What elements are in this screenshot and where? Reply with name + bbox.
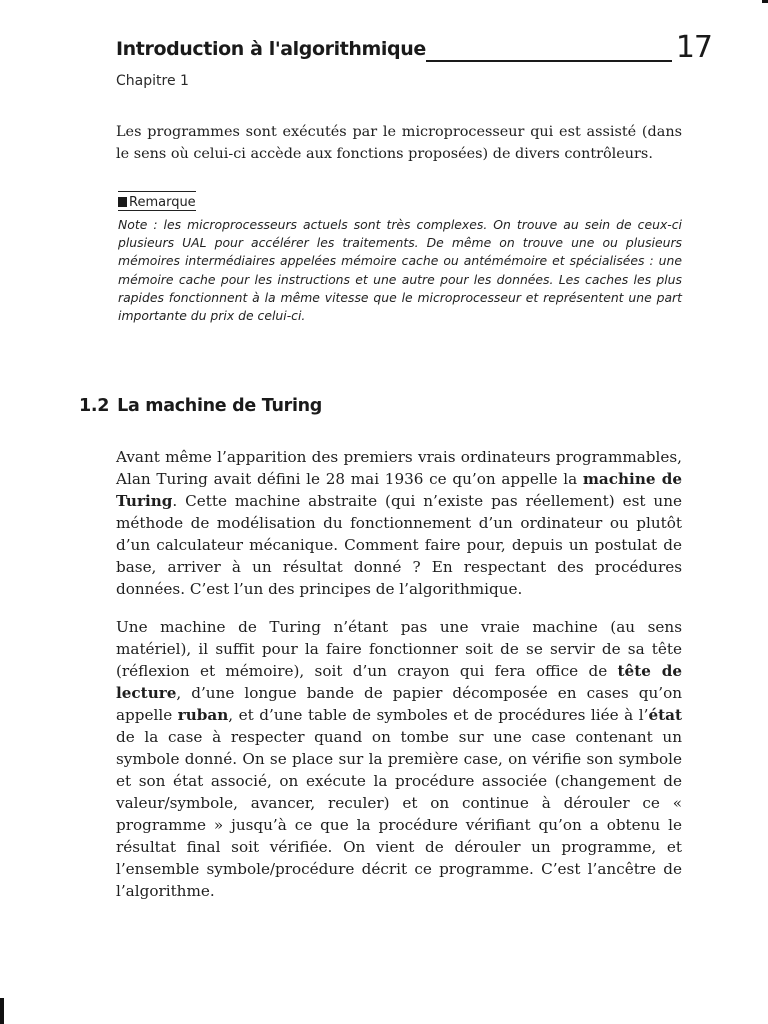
term-machine-de-turing: machine de Turing: [116, 470, 682, 510]
scan-mark: [0, 998, 4, 1024]
scan-mark: [762, 0, 768, 3]
section-heading: [79, 396, 322, 416]
paragraph-segment: Une machine de Turing n’étant pas une vraie machine (au sens matériel), il suffit pour la faire fonctionner soit de se servir de sa tête (réflexion et mémoire), soit d’un crayon qui fera office de: [116, 618, 682, 680]
paragraph-segment: Avant même l’apparition des premiers vrais ordinateurs programmables, Alan Turing avait défini le 28 mai 1936 ce qu’on appelle la: [116, 448, 682, 488]
paragraph-segment: , d’une longue bande de papier décomposée en cases qu’on appelle: [116, 684, 682, 724]
intro-paragraph: Les programmes sont exécutés par le microprocesseur qui est assisté (dans le sens où celui-ci accède aux fonctions proposées) de divers contrôleurs.: [116, 124, 682, 162]
paragraph-turing-operation: [116, 616, 682, 902]
section-number: 1.2: [79, 396, 110, 416]
term-etat: état: [648, 706, 682, 724]
paragraph-segment: . Cette machine abstraite (qui n’existe pas réellement) est une méthode de modélisation du fonctionnement d’un ordinateur ou plutôt d’un calculateur mécanique. Comment faire pour, depuis un postulat de base, arriver à un résultat donné ? En respectant des procédures données. C’est l’un des principes de l’algorithmique.: [116, 492, 682, 598]
book-title: Introduction à l'algorithmique: [116, 38, 426, 60]
page-number: 17: [675, 30, 712, 65]
paragraph-segment: de la case à respecter quand on tombe sur une case contenant un symbole donné. On se place sur la première case, on vérifie son symbole et son état associé, on exécute la procédure associée (changement de valeur/symbole, avancer, reculer) et on continue à dérouler ce « programme » jusqu’à ce que la procédure vérifiant qu’on a obtenu le résultat final soit vérifiée. On vient de dérouler un programme, et l’ensemble symbole/procédure décrit ce programme. C’est l’ancêtre de l’algorithme.: [116, 728, 682, 900]
paragraph-segment: , et d’une table de symboles et de procédures liée à l’: [228, 706, 649, 724]
note-square-icon: [118, 197, 127, 207]
term-tete-de-lecture: tête de lecture: [116, 662, 682, 702]
paragraph-turing-intro: [116, 446, 682, 600]
term-ruban: ruban: [177, 706, 229, 724]
note-block: [116, 191, 682, 325]
chapter-label: Chapitre 1: [116, 73, 189, 89]
running-header: [116, 30, 712, 70]
section-title: La machine de Turing: [117, 396, 323, 416]
note-tag: [118, 191, 196, 211]
note-label: Remarque: [129, 195, 196, 210]
note-text: Note : les microprocesseurs actuels sont très complexes. On trouve au sein de ceux-ci plusieurs UAL pour accélérer les traitements. De même on trouve une ou plusieurs mémoires intermédiaires appelées mémoire cache ou antémémoire et spécialisées : une mémoire cache pour les instructions et une autre pour les données. Les caches les plus rapides fonctionnent à la même vitesse que le microprocesseur et représentent une part importante du prix de celui-ci.: [118, 217, 682, 324]
header-rule: [426, 60, 672, 62]
